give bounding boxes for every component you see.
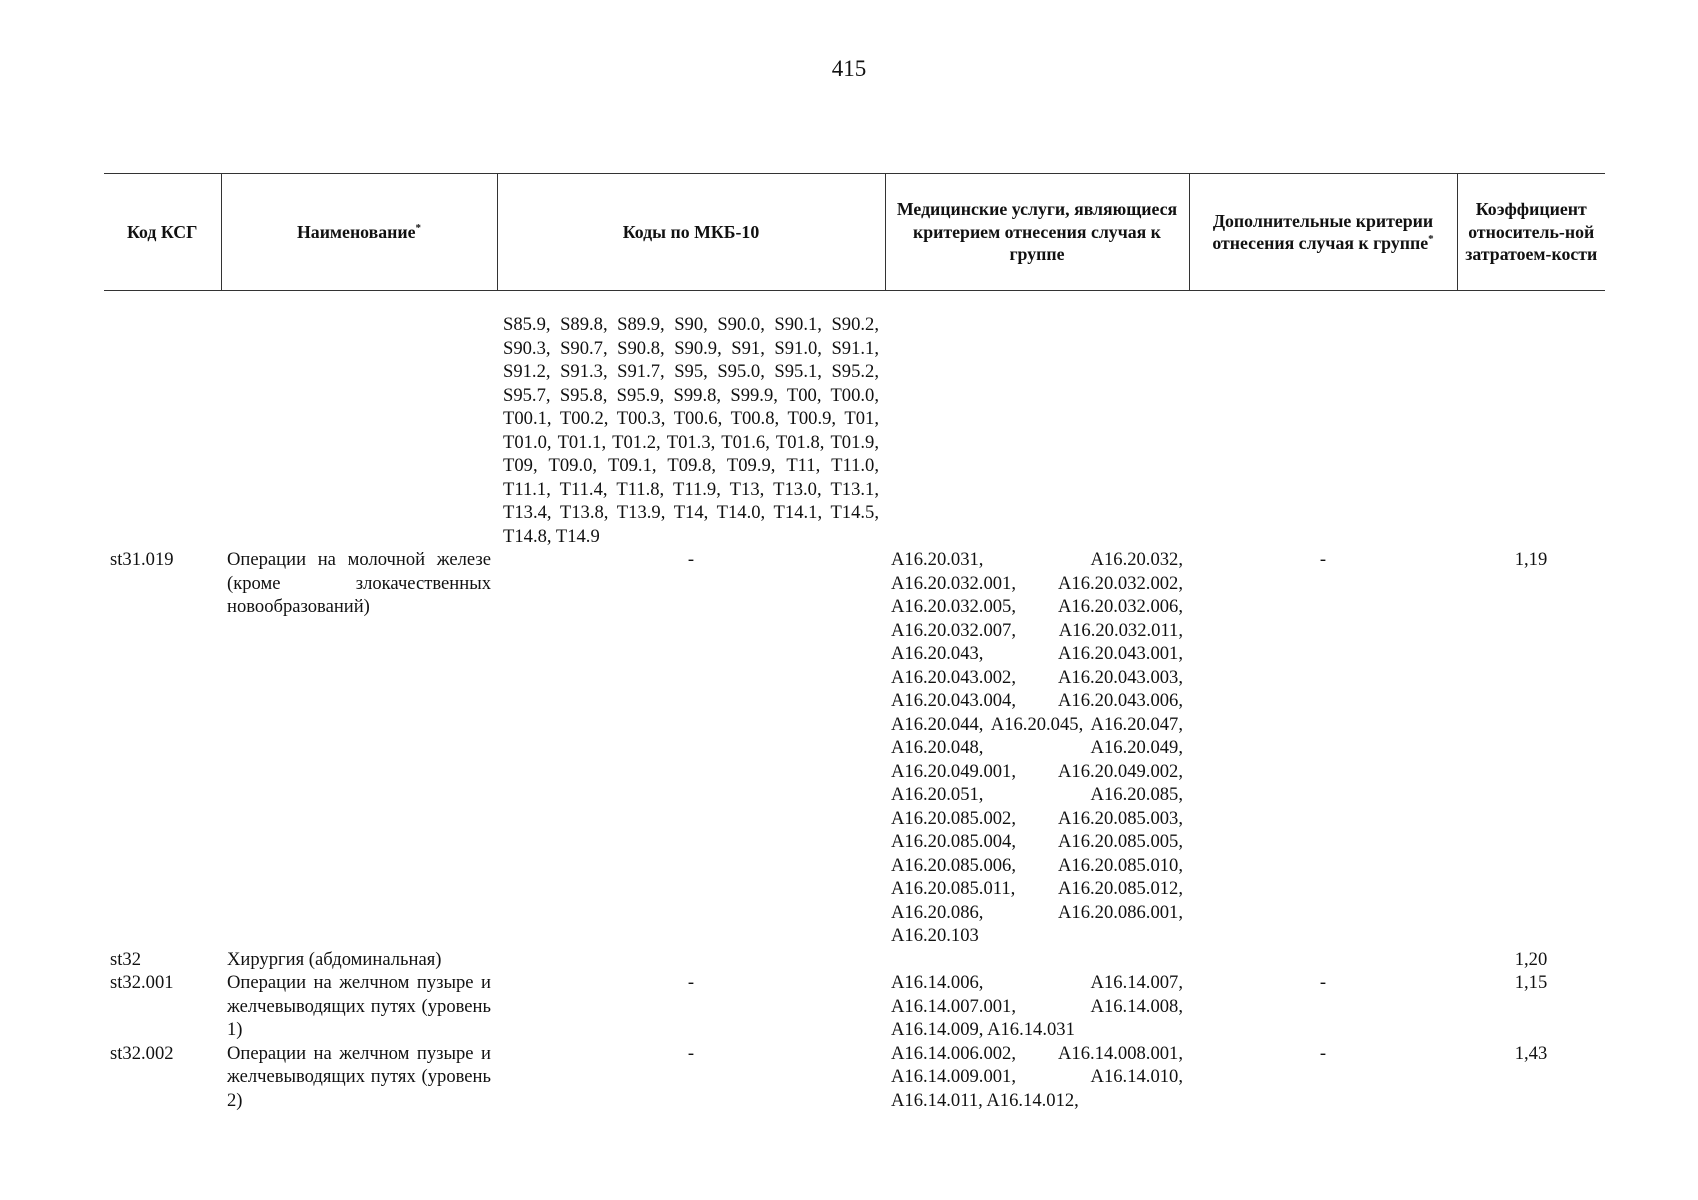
row-services: A16.14.006.002, A16.14.008.001, A16.14.009.001, A16.14.010, A16.14.011, A16.14.012, — [891, 1042, 1183, 1111]
row-name: Операции на молочной железе (кроме злокачественных новообразований) — [227, 549, 491, 617]
table-row — [104, 548, 1605, 948]
header-additional — [1189, 174, 1457, 291]
ksg-table — [104, 173, 1605, 1112]
row-code: st32.002 — [110, 1042, 174, 1064]
row-icd-codes: - — [687, 1042, 695, 1064]
row-services — [885, 313, 1189, 548]
row-additional — [1189, 313, 1457, 548]
row-code: st32.001 — [110, 972, 174, 993]
row-additional: - — [1319, 1042, 1327, 1064]
header-additional-label: Дополнительные критерии отнесения случая к группе — [1212, 210, 1434, 253]
row-icd-codes: - — [687, 549, 695, 570]
body-spacer — [104, 291, 1605, 314]
header-icd: Коды по МКБ-10 — [497, 174, 885, 291]
row-name — [221, 313, 497, 548]
row-coef: 1,43 — [1514, 1042, 1548, 1064]
row-additional — [1189, 948, 1457, 972]
header-additional-footnote-mark: * — [1428, 233, 1434, 245]
header-name-footnote-mark: * — [415, 221, 422, 234]
row-coef: 1,19 — [1514, 549, 1548, 570]
row-additional: - — [1319, 972, 1327, 993]
row-code: st32 — [110, 948, 141, 970]
row-name: Операции на желчном пузыре и желчевыводящих путях (уровень 1) — [227, 972, 491, 1040]
row-coef: 1,15 — [1514, 972, 1548, 993]
header-coef: Коэффициент относитель-ной затратоем-кости — [1457, 174, 1605, 291]
table-row — [104, 971, 1605, 1042]
table-row — [104, 1042, 1605, 1113]
row-name: Хирургия (абдоминальная) — [227, 948, 442, 970]
row-services: A16.14.006, A16.14.007, A16.14.007.001, A16.14.008, A16.14.009, A16.14.031 — [891, 972, 1183, 1040]
row-icd-codes: S85.9, S89.8, S89.9, S90, S90.0, S90.1, S90.2, S90.3, S90.7, S90.8, S90.9, S91, S91.0, S91.1, S91.2, S91.3, S91.7, S95, S95.0, S95.1, S95.2, S95.7, S95.8, S95.9, S99.8, S99.9, T00, T00.0, T00.1, T00.2, T00.3, T00.6, T00.8, T00.9, T01, T01.0, T01.1, T01.2, T01.3, T01.6, T01.8, T01.9, T09, T09.0, T09.1, T09.8, T09.9, T11, T11.0, T11.1, T11.4, T11.8, T11.9, T13, T13.0, T13.1, T13.4, T13.8, T13.9, T14, T14.0, T14.1, T14.5, T14.8, T14.9 — [503, 314, 879, 547]
table-row — [104, 948, 1605, 972]
header-name-label: Наименование — [296, 221, 416, 242]
row-coef — [1457, 313, 1605, 548]
row-icd-codes: - — [687, 972, 695, 993]
row-code — [104, 313, 221, 548]
row-additional: - — [1319, 549, 1327, 570]
row-coef: 1,20 — [1514, 948, 1548, 970]
table-row — [104, 313, 1605, 548]
page-number: 415 — [831, 56, 867, 81]
row-code: st31.019 — [110, 549, 174, 570]
header-code: Код КСГ — [104, 174, 221, 291]
header-name — [221, 174, 497, 291]
row-services: A16.20.031, A16.20.032, A16.20.032.001, A16.20.032.002, A16.20.032.005, A16.20.032.006, A16.20.032.007, A16.20.032.011, A16.20.043, A16.20.043.001, A16.20.043.002, A16.20.043.003, A16.20.043.004, A16.20.043.006, A16.20.044, A16.20.045, A16.20.047, A16.20.048, A16.20.049, A16.20.049.001, A16.20.049.002, A16.20.051, A16.20.085, A16.20.085.002, A16.20.085.003, A16.20.085.004, A16.20.085.005, A16.20.085.006, A16.20.085.010, A16.20.085.011, A16.20.085.012, A16.20.086, A16.20.086.001, A16.20.103 — [891, 549, 1183, 946]
table-header — [104, 174, 1605, 291]
header-services: Медицинские услуги, являющиеся критерием отнесения случая к группе — [885, 174, 1189, 291]
row-name: Операции на желчном пузыре и желчевыводящих путях (уровень 2) — [227, 1042, 491, 1111]
table-body — [104, 291, 1605, 1113]
header-row — [104, 174, 1605, 291]
